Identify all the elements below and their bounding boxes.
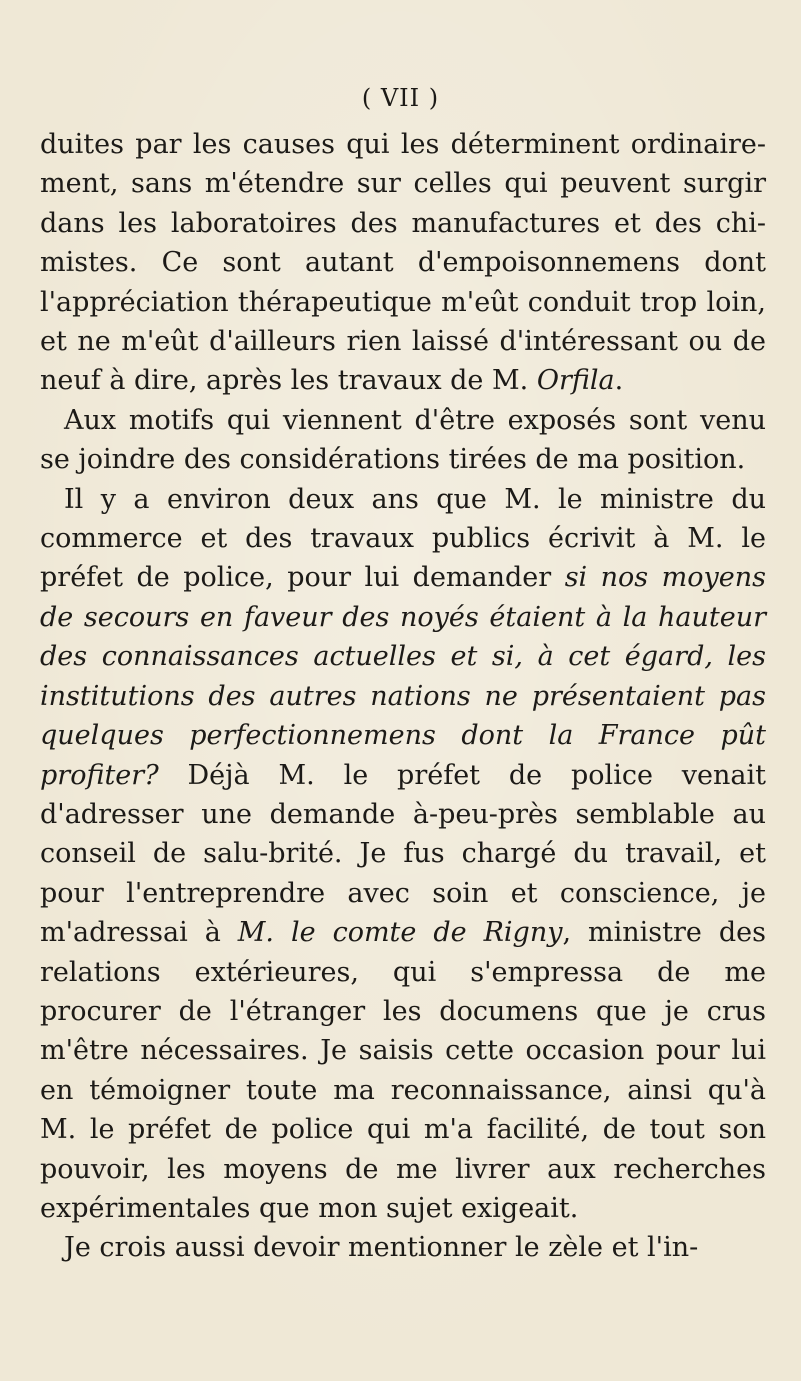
- text-run: Aux motifs qui viennent d'être exposés sont venu se joindre des considérations tirées de ma position.: [40, 404, 766, 476]
- text-run: Déjà M. le préfet de police venait d'adresser une demande à-peu-près semblable au conseil de salu-brité. Je fus chargé du travail, et pour l'entreprendre avec soin et conscience, je m'adressai à: [40, 759, 766, 949]
- paragraph-p3: [40, 480, 766, 1229]
- page-number-header: ( VII ): [361, 84, 440, 112]
- paragraph-p1: [40, 125, 766, 401]
- text-run: .: [614, 365, 624, 397]
- italic-text: Orfila: [536, 365, 615, 397]
- paragraph-p2: [40, 401, 766, 480]
- body-text: [40, 125, 766, 1268]
- italic-text: M. le comte de Rigny: [237, 917, 563, 949]
- text-run: duites par les causes qui les déterminent ordinaire-ment, sans m'étendre sur celles qui peuvent surgir dans les laboratoires des manufactures et des chi-mistes. Ce sont autant d'empoisonnemens dont l'appréciation thérapeutique m'eût conduit trop loin, et ne m'eût d'ailleurs rien laissé d'intéressant ou de neuf à dire, après les travaux de M.: [40, 129, 766, 397]
- text-run: Je crois aussi devoir mentionner le zèle et l'in-: [64, 1232, 699, 1264]
- italic-text: si nos moyens de secours en faveur des noyés étaient à la hauteur des connaissances actuelles et si, à cet égard, les institutions des autres nations ne présentaient pas quelques perfectionnemens dont la France pût profiter?: [40, 562, 766, 791]
- paragraph-p4: [40, 1228, 766, 1267]
- text-run: , ministre des relations extérieures, qui s'empressa de me procurer de l'étranger les documens que je crus m'être nécessaires. Je saisis cette occasion pour lui en témoigner toute ma reconnaissance, ainsi qu'à M. le préfet de police qui m'a facilité, de tout son pouvoir, les moyens de me livrer aux recherches expérimentales que mon sujet exigeait.: [40, 917, 766, 1224]
- text-run: Il y a environ deux ans que M. le ministre du commerce et des travaux publics écrivit à M. le préfet de police, pour lui demander: [40, 483, 766, 594]
